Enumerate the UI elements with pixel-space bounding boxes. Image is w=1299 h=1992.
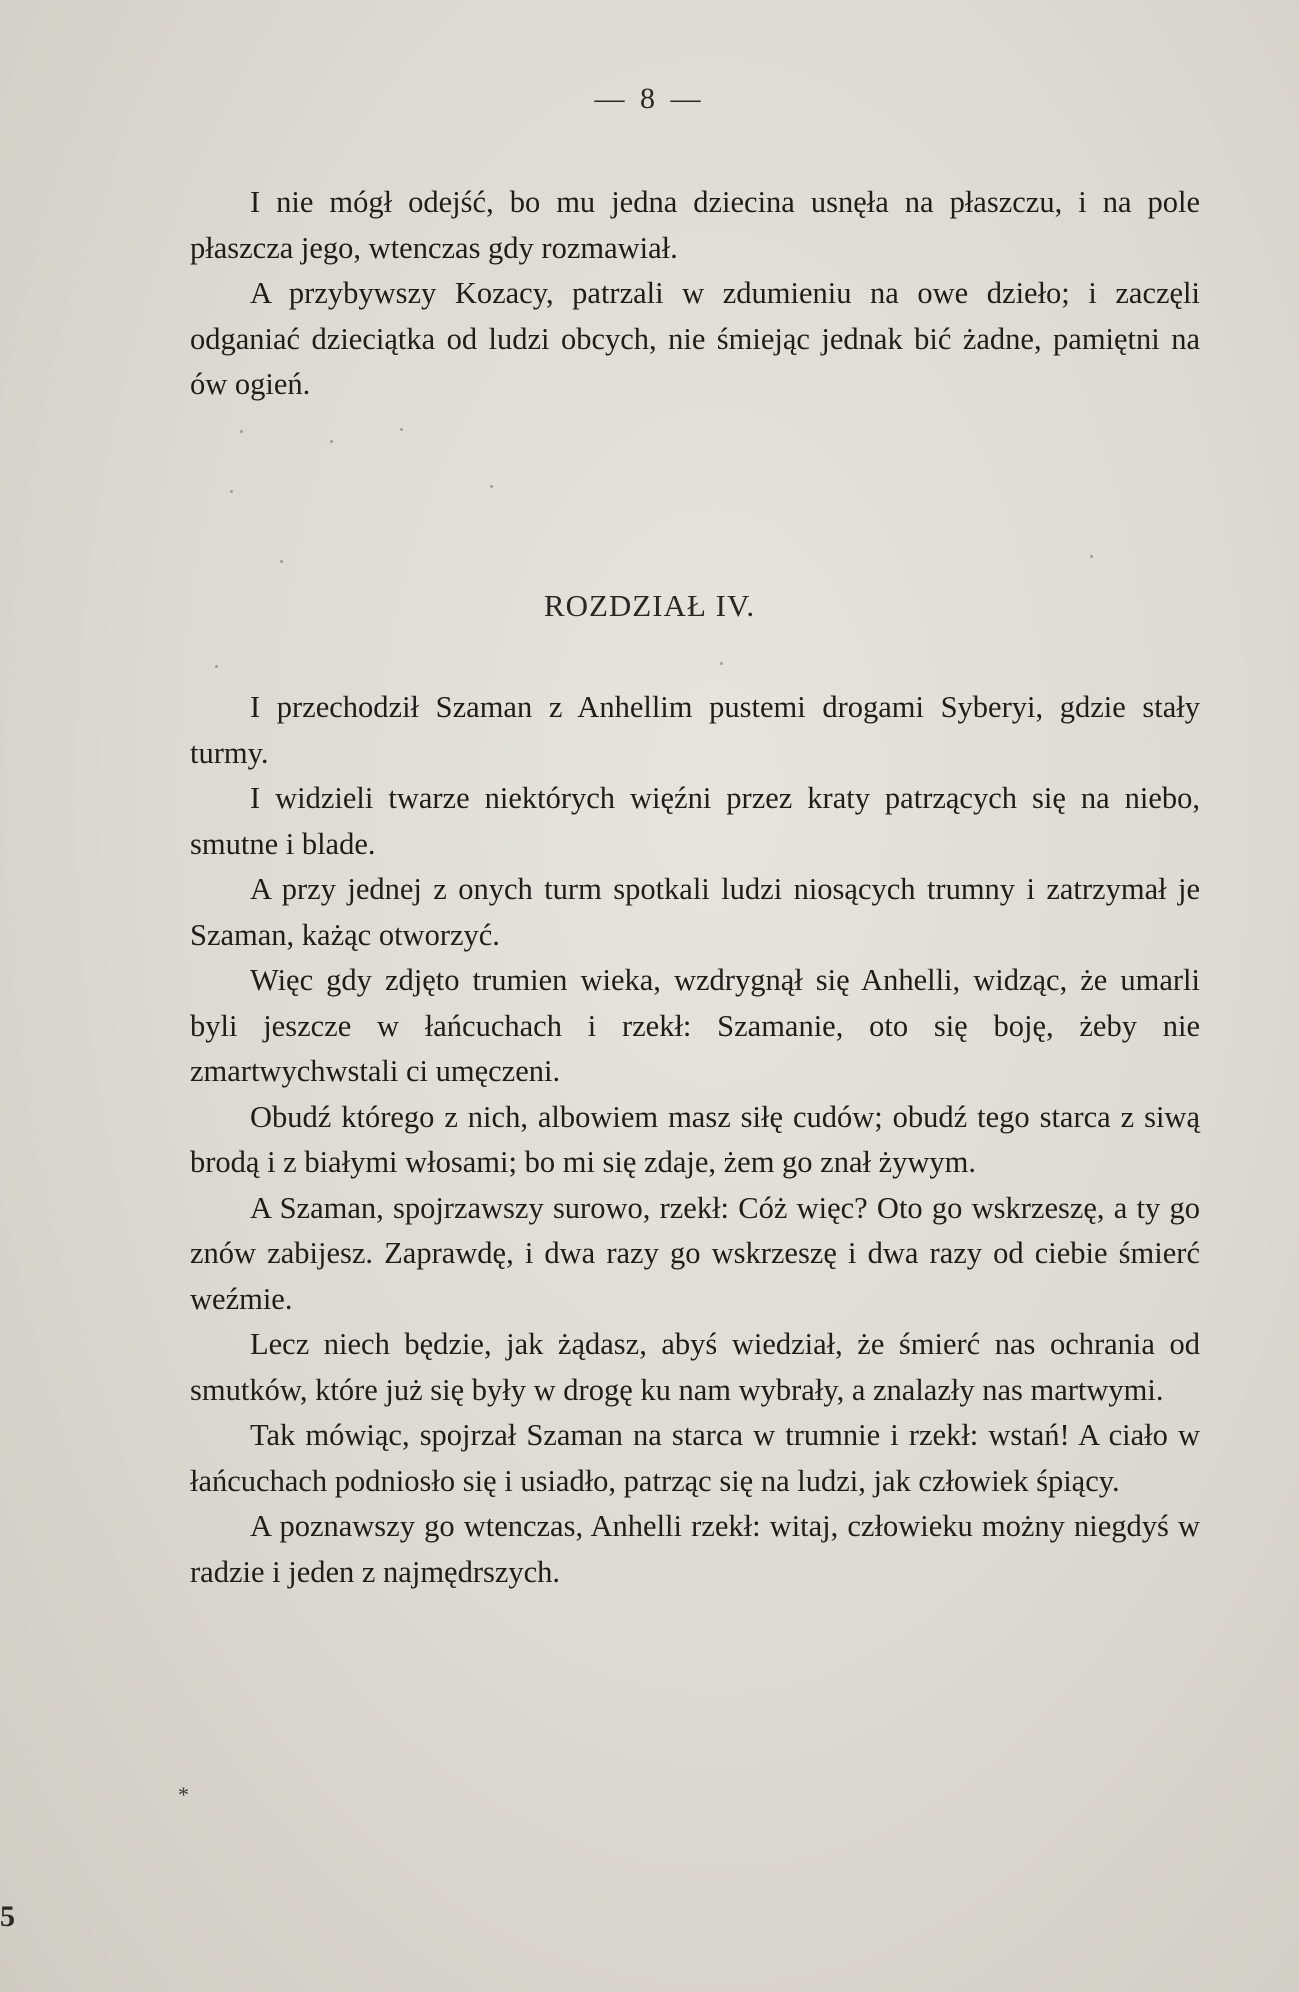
paragraph: I nie mógł odejść, bo mu jedna dziecina usnęła na płaszczu, i na pole płaszcza jego, wtenczas gdy rozmawiał. — [190, 185, 1200, 265]
paper-speck — [330, 440, 333, 443]
section-one-text — [190, 180, 1200, 408]
paragraph: A Szaman, spojrzawszy surowo, rzekł: Cóż więc? Oto go wskrzeszę, a ty go znów zabijesz. Zaprawdę, i dwa razy go wskrzeszę i dwa razy od ciebie śmierć weźmie. — [190, 1190, 1200, 1316]
paragraph: Lecz niech będzie, jak żądasz, abyś wiedział, że śmierć nas ochrania od smutków, które już się były w drogę ku nam wybrały, a znalazły nas martwymi. — [190, 1327, 1200, 1407]
paper-speck — [240, 430, 243, 433]
paper-speck — [230, 490, 233, 493]
page-number: — 8 — — [594, 82, 705, 115]
paper-speck — [720, 662, 723, 665]
edge-mark: 5 — [0, 1900, 15, 1933]
chapter-heading: ROZDZIAŁ IV. — [543, 588, 756, 623]
paragraph: Więc gdy zdjęto trumien wieka, wzdrygnął się Anhelli, widząc, że umarli byli jeszcze w łańcuchach i rzekł: Szamanie, oto się boję, żeby nie zmartwychwstali ci umęczeni. — [190, 963, 1200, 1088]
paragraph: I widzieli twarze niektórych więźni przez kraty patrzących się na niebo, smutne i blade. — [190, 781, 1200, 861]
paragraph: A przybywszy Kozacy, patrzali w zdumieniu na owe dzieło; i zaczęli odganiać dzieciątka od ludzi obcych, nie śmiejąc jednak bić żadne, pamiętni na ów ogień. — [190, 276, 1200, 401]
paper-speck — [490, 485, 493, 488]
paper-speck — [400, 428, 403, 431]
section-two-text — [190, 685, 1200, 1595]
signature-mark: * — [178, 1782, 189, 1807]
paragraph: Obudź którego z nich, albowiem masz siłę cudów; obudź tego starca z siwą brodą i z białymi włosami; bo mi się zdaje, żem go znał żywym. — [190, 1099, 1200, 1179]
paper-speck — [1090, 555, 1093, 558]
paper-speck — [215, 665, 218, 668]
paragraph: A poznawszy go wtenczas, Anhelli rzekł: witaj, człowieku możny niegdyś w radzie i jeden z najmędrszych. — [190, 1509, 1200, 1589]
paper-speck — [280, 560, 283, 563]
paragraph: I przechodził Szaman z Anhellim pustemi drogami Syberyi, gdzie stały turmy. — [190, 690, 1200, 770]
paragraph: A przy jednej z onych turm spotkali ludzi niosących trumny i zatrzymał je Szaman, każąc otworzyć. — [190, 872, 1200, 952]
paragraph: Tak mówiąc, spojrzał Szaman na starca w trumnie i rzekł: wstań! A ciało w łańcuchach podniosło się i usiadło, patrząc się na ludzi, jak człowiek śpiący. — [190, 1418, 1200, 1498]
